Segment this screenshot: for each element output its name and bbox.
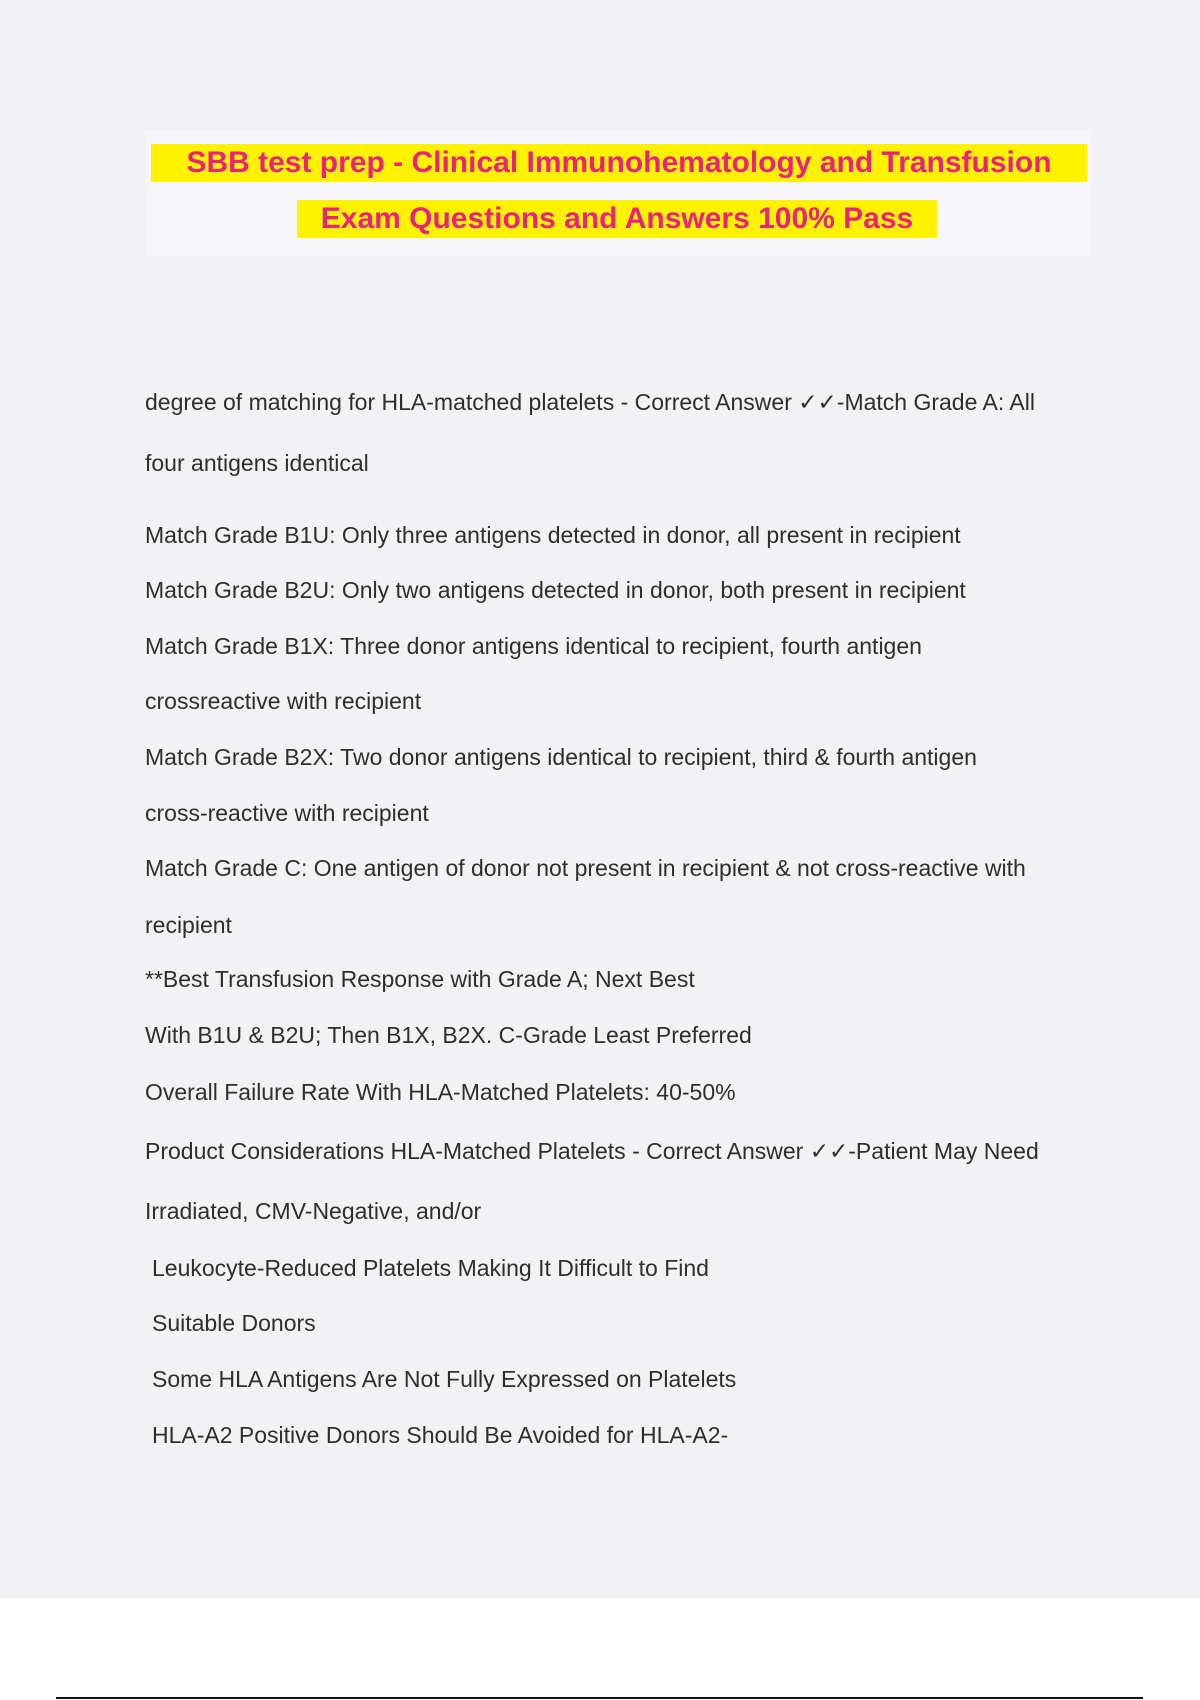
body-line: recipient bbox=[145, 912, 232, 938]
body-line: Match Grade B2U: Only two antigens detected in donor, both present in recipient bbox=[145, 577, 966, 603]
body-line: Leukocyte-Reduced Platelets Making It Difficult to Find bbox=[152, 1255, 709, 1281]
body-line: Match Grade C: One antigen of donor not present in recipient & not cross-reactive with bbox=[145, 855, 1026, 881]
body-line: Suitable Donors bbox=[152, 1310, 316, 1336]
body-line: HLA-A2 Positive Donors Should Be Avoided for HLA-A2- bbox=[152, 1422, 729, 1448]
body-line: Product Considerations HLA-Matched Platelets - Correct Answer ✓✓-Patient May Need bbox=[145, 1138, 1039, 1164]
body-line: crossreactive with recipient bbox=[145, 688, 422, 714]
body-line: Overall Failure Rate With HLA-Matched Platelets: 40-50% bbox=[145, 1079, 736, 1105]
body-line: Match Grade B1X: Three donor antigens identical to recipient, fourth antigen bbox=[145, 633, 922, 659]
footer-divider bbox=[56, 1697, 1143, 1699]
body-line: Match Grade B1U: Only three antigens detected in donor, all present in recipient bbox=[145, 522, 961, 548]
body-line: degree of matching for HLA-matched platelets - Correct Answer ✓✓-Match Grade A: All bbox=[145, 389, 1035, 415]
body-line: With B1U & B2U; Then B1X, B2X. C-Grade Least Preferred bbox=[145, 1022, 752, 1048]
body-line: cross-reactive with recipient bbox=[145, 800, 429, 826]
title-block bbox=[145, 130, 1091, 256]
body-line: Irradiated, CMV-Negative, and/or bbox=[145, 1198, 482, 1224]
body-line: Match Grade B2X: Two donor antigens identical to recipient, third & fourth antigen bbox=[145, 744, 977, 770]
title-line-2: Exam Questions and Answers 100% Pass bbox=[297, 200, 937, 238]
body-line: Some HLA Antigens Are Not Fully Expressed on Platelets bbox=[152, 1366, 737, 1392]
body-line: **Best Transfusion Response with Grade A; Next Best bbox=[145, 966, 695, 992]
body-line: four antigens identical bbox=[145, 450, 369, 476]
title-line-1: SBB test prep - Clinical Immunohematology and Transfusion bbox=[151, 144, 1087, 182]
